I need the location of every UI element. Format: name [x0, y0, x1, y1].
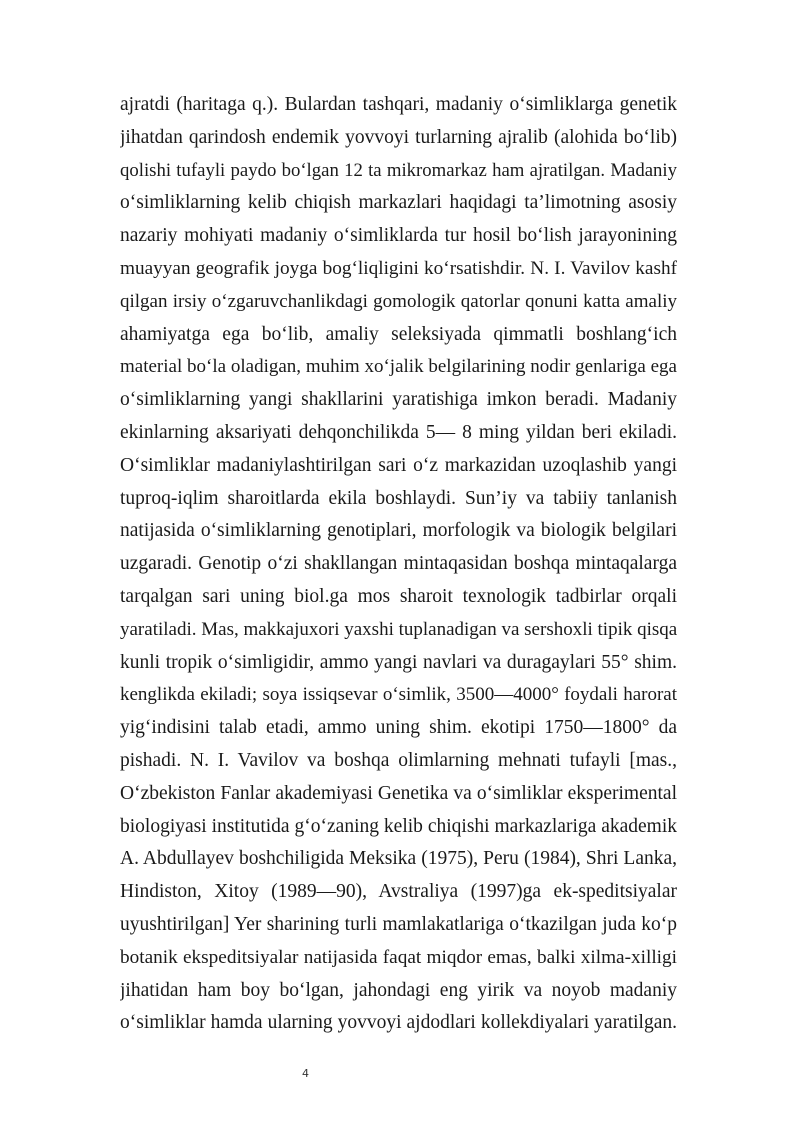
text-line: kenglikda ekiladi; soya issiqsevar o‘simlik, 3500—4000° foydali harorat: [120, 684, 677, 706]
text-line: natijasida o‘simliklarning genotiplari, morfologik va biologik belgilari: [120, 520, 677, 542]
text-line: Hindiston, Xitoy (1989—90), Avstraliya (1997)ga ek-speditsiyalar: [120, 881, 677, 903]
text-line: o‘simliklar hamda ularning yovvoyi ajdodlari kollekdiyalari yaratilgan.: [120, 1012, 677, 1034]
page-number: 4: [302, 1067, 309, 1080]
text-line: yaratiladi. Mas, makkajuxori yaxshi tuplanadigan va sershoxli tipik qisqa: [120, 618, 677, 640]
text-line: qolishi tufayli paydo bo‘lgan 12 ta mikromarkaz ham ajratilgan. Madaniy: [120, 159, 677, 181]
text-line: biologiyasi institutida g‘o‘zaning kelib chiqishi markazlariga akademik: [120, 815, 677, 837]
text-line: qilgan irsiy o‘zgaruvchanlikdagi gomologik qatorlar qonuni katta amaliy: [120, 290, 677, 312]
text-line: pishadi. N. I. Vavilov va boshqa olimlarning mehnati tufayli [mas.,: [120, 749, 677, 771]
text-line: muayyan geografik joyga bog‘liqligini ko‘rsatishdir. N. I. Vavilov kashf: [120, 257, 677, 279]
text-line: tarqalgan sari uning biol.ga mos sharoit texnologik tadbirlar orqali: [120, 585, 677, 607]
text-line: O‘simliklar madaniylashtirilgan sari o‘z markazidan uzoqlashib yangi: [120, 454, 677, 476]
text-line: ekinlarning aksariyati dehqonchilikda 5— 8 ming yildan beri ekiladi.: [120, 421, 677, 443]
text-line: jihatidan ham boy bo‘lgan, jahondagi eng yirik va noyob madaniy: [120, 979, 677, 1001]
text-line: yig‘indisini talab etadi, ammo uning shim. ekotipi 1750—1800° da: [120, 717, 677, 739]
text-line: o‘simliklarning yangi shakllarini yaratishiga imkon beradi. Madaniy: [120, 389, 677, 411]
text-line: nazariy mohiyati madaniy o‘simliklarda tur hosil bo‘lish jarayonining: [120, 225, 677, 247]
text-line: botanik ekspeditsiyalar natijasida faqat miqdor emas, balki xilma-xilligi: [120, 946, 677, 968]
body-text: [120, 89, 677, 1040]
text-line: o‘simliklarning kelib chiqish markazlari haqidagi ta’limotning asosiy: [120, 192, 677, 214]
text-line: material bo‘la oladigan, muhim xo‘jalik belgilarining nodir genlariga ega: [120, 356, 677, 378]
text-line: ajratdi (haritaga q.). Bulardan tashqari, madaniy o‘simliklarga genetik: [120, 94, 677, 115]
text-line: kunli tropik o‘simligidir, ammo yangi navlari va duragaylari 55° shim.: [120, 651, 677, 673]
text-line: ahamiyatga ega bo‘lib, amaliy seleksiyada qimmatli boshlang‘ich: [120, 323, 677, 345]
text-line: A. Abdullayev boshchiligida Meksika (1975), Peru (1984), Shri Lanka,: [120, 848, 677, 870]
text-line: O‘zbekiston Fanlar akademiyasi Genetika va o‘simliklar eksperimental: [120, 782, 677, 804]
text-line: uzgaradi. Genotip o‘zi shakllangan mintaqasidan boshqa mintaqalarga: [120, 553, 677, 575]
text-line: jihatdan qarindosh endemik yovvoyi turlarning ajralib (alohida bo‘lib): [120, 126, 677, 148]
text-line: tuproq-iqlim sharoitlarda ekila boshlaydi. Sun’iy va tabiiy tanlanish: [120, 487, 677, 509]
text-line: uyushtirilgan] Yer sharining turli mamlakatlariga o‘tkazilgan juda ko‘p: [120, 913, 677, 935]
